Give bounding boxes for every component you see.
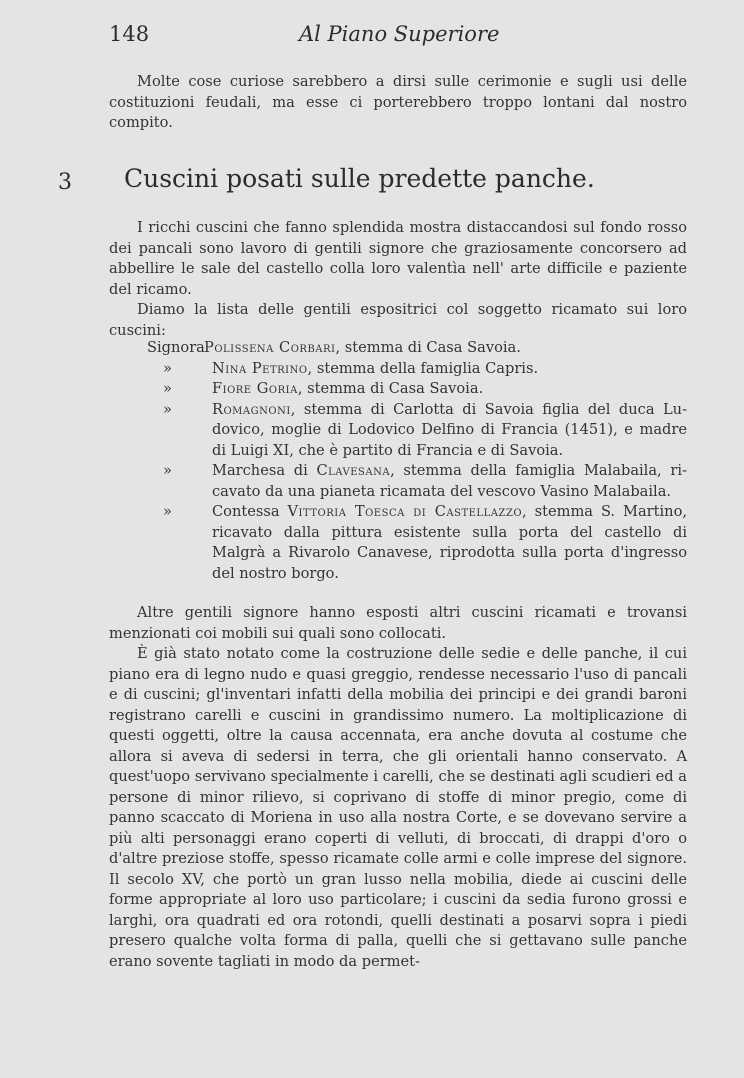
ditto-mark: » (163, 462, 172, 479)
ditto-mark: » (163, 359, 172, 377)
list-item (109, 461, 687, 502)
exhibitor-name: Vittoria Toesca di Castellazzo (287, 503, 523, 520)
list-entry (212, 502, 687, 584)
exhibitor-desc: , stemma di Casa Savoia. (335, 339, 521, 356)
exhibitor-title: Contessa (212, 503, 288, 520)
exhibitor-desc: , stemma della famiglia Malabaila, ricavato da una pianeta ricamata del vescovo Vasino Malabaila. (212, 462, 687, 500)
ditto-mark: » (163, 400, 172, 418)
exhibitor-name: Romagnoni (212, 400, 291, 418)
list-entry (212, 461, 687, 502)
ditto-mark: » (163, 503, 172, 520)
list-entry (212, 400, 687, 462)
list-item (109, 359, 687, 380)
paragraph-1: I ricchi cuscini che fanno splendida mostra distaccandosi sul fondo rosso dei pancali sono lavoro di gentili signore che graziosamente concorsero ad abbellire le sale del castello colla loro valentìa nell' arte difficile e paziente del ricamo. (109, 219, 687, 298)
running-title: Al Piano Superiore (299, 22, 500, 46)
paragraph-4: È già stato notato come la costruzione delle sedie e delle panche, il cui piano era di legno nudo e quasi greggio, rendesse necessario l'uso di pancali e di cuscini; gl'inventari infatti della mobilia dei principi e dei grandi baroni registrano carelli e cuscini in grandissimo numero. La moltiplicazione di questi oggetti, oltre la causa accennata, era anche dovuta al costume che allora si aveva di sedersi in terra, che gli orientali hanno conservato. A quest'uopo servivano specialmente i carelli, che se destinati agli scudieri ed a persone di minor rilievo, si coprivano di stoffe di minor pregio, come di panno scaccato di Moriena in uso alla nostra Corte, e se dovevano servire a più alti personaggi erano coperti di velluti, di broccati, di drappi d'oro o d'altre preziose stoffe, spesso ricamate colle armi e colle imprese del signore. Il secolo XV, che portò un gran lusso nella mobilia, diede ai cuscini delle forme appropriate al loro uso particolare; i cuscini da sedia furono grossi e larghi, ora quadrati ed ora rotondi, quelli destinati a posarvi sopra i piedi presero qualche volta forma di palla, quelli che si gettavano sulle panche erano sovente tagliati in modo da permet- (109, 645, 687, 970)
exhibitor-name: Polissena Corbari (204, 339, 336, 356)
closing-paragraphs (109, 603, 687, 972)
exhibitor-desc: , stemma di Casa Savoia. (297, 380, 484, 397)
exhibitor-name: Fiore Goria (212, 380, 298, 397)
page-header (109, 22, 689, 52)
paragraph-3: Altre gentili signore hanno esposti altri cuscini ricamati e trovansi menzionati coi mobili sui quali sono collocati. (109, 604, 687, 642)
section-number: 3 (58, 170, 72, 195)
exhibitor-list (109, 338, 687, 584)
exhibitor-name: Clavesana (316, 462, 391, 479)
list-item (109, 400, 687, 462)
page-number: 148 (109, 22, 150, 46)
paragraph-2: Diamo la lista delle gentili espositrici col soggetto ricamato sui loro cuscini: (109, 301, 687, 339)
section-title: Cuscini posati sulle predette panche. (124, 164, 595, 193)
exhibitor-name: Nina Petrino (212, 359, 308, 377)
list-mark: Signora (147, 339, 205, 356)
list-item (109, 338, 687, 359)
exhibitor-title: Marchesa di (212, 462, 317, 479)
intro-text: Molte cose curiose sarebbero a dirsi sulle cerimonie e sugli usi delle costituzioni feudali, ma esse ci porterebbero troppo lontani dal nostro compito. (109, 73, 687, 131)
ditto-mark: » (163, 380, 172, 397)
exhibitor-desc: , stemma S. Martino, ricavato dalla pittura esistente sulla porta del castello di Malgrà a Rivarolo Canavese, riprodotta sulla porta d'ingresso del nostro borgo. (212, 503, 688, 582)
intro-paragraph (109, 72, 687, 134)
section-intro (109, 218, 687, 341)
list-item (109, 379, 687, 400)
exhibitor-desc: , stemma di Carlotta di Savoia figlia del duca Ludovico, moglie di Lodovico Delfino di Francia (1451), e madre di Luigi XI, che è partito di Francia e di Savoia. (212, 400, 687, 459)
exhibitor-desc: , stemma della famiglia Capris. (307, 359, 539, 377)
list-item (109, 502, 687, 584)
